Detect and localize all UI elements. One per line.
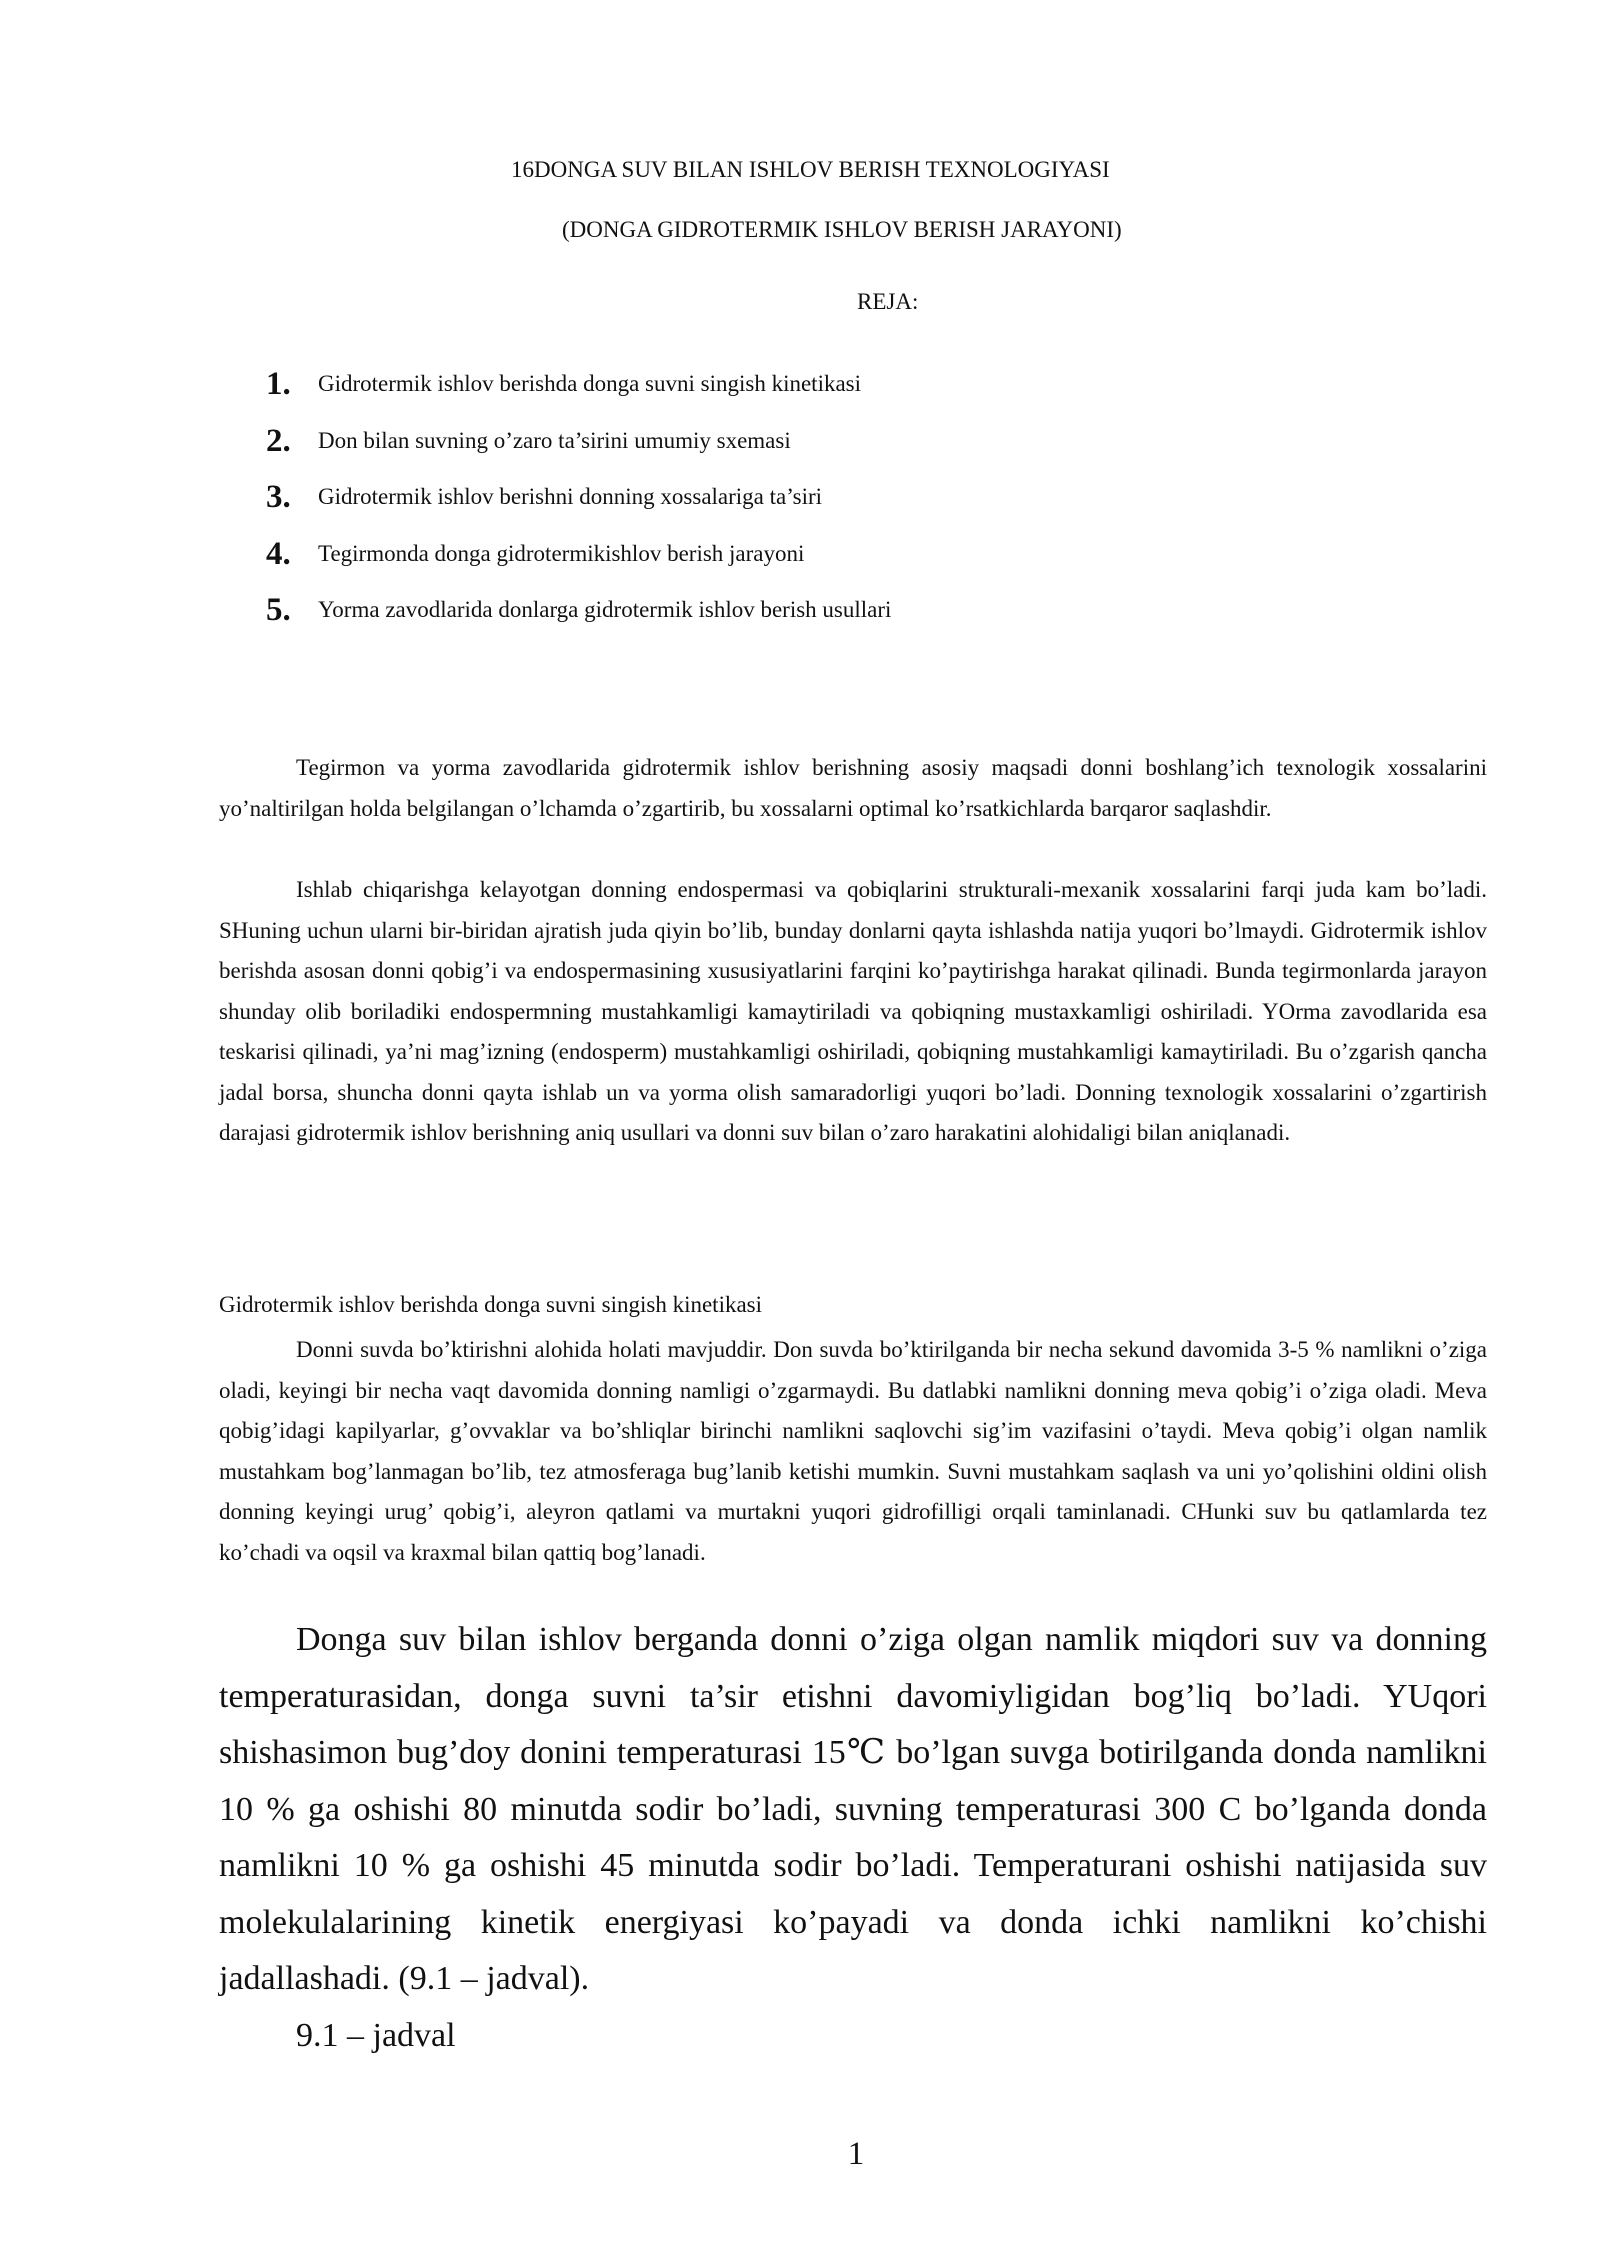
document-title: 16DONGA SUV BILAN ISHLOV BERISH TEXNOLOGIYASI bbox=[511, 157, 1110, 182]
plan-item-text: Don bilan suvning o’zaro ta’sirini umumiy sxemasi bbox=[318, 427, 791, 453]
plan-item-number: 5. bbox=[266, 592, 291, 629]
page-number: 1 bbox=[847, 2136, 865, 2172]
plan-item-text: Gidrotermik ishlov berishni donning xossalariga ta’siri bbox=[318, 484, 823, 510]
plan-item-text: Gidrotermik ishlov berishda donga suvni singish kinetikasi bbox=[318, 371, 862, 397]
plan-item bbox=[266, 356, 1466, 413]
plan-item-number: 1. bbox=[266, 366, 291, 403]
large-body-paragraph: Donga suv bilan ishlov berganda donni o’ziga olgan namlik miqdori suv va donning temperaturasidan, donga suvni ta’sir etishni davomiyligidan bog’liq bo’ladi. YUqori shishasimon bug’doy donini temperaturasi 15℃ bo’lgan suvga botirilganda donda namlikni 10 % ga oshishi 80 minutda sodir bo’ladi, suvning temperaturasi 300 C bo’lganda donda namlikni 10 % ga oshishi 45 minutda sodir bo’ladi. Temperaturani oshishi natijasida suv molekulalarining kinetik energiyasi ko’payadi va donda ichki namlikni ko’chishi jadallashadi. (9.1 – jadval). bbox=[219, 1621, 1487, 1997]
section-heading: Gidrotermik ishlov berishda donga suvni singish kinetikasi bbox=[219, 1292, 763, 1317]
body-paragraph: Donni suvda bo’ktirishni alohida holati mavjuddir. Don suvda bo’ktirilganda bir necha sekund davomida 3-5 % namlikni o’ziga oladi, keyingi bir necha vaqt davomida donning namligi o’zgarmaydi. Bu datlabki namlikni donning meva qobig’i o’ziga oladi. Meva qobig’idagi kapilyarlar, g’ovvaklar va bo’shliqlar birinchi namlikni saqlovchi sig’im vazifasini o’taydi. Meva qobig’i olgan namlik mustahkam bog’lanmagan bo’lib, tez atmosferaga bug’lanib ketishi mumkin. Suvni mustahkam saqlash va uni yo’qolishini oldini olish donning keyingi urug’ qobig’i, aleyron qatlami va murtakni yuqori gidrofilligi orqali taminlanadi. CHunki suv bu qatlamlarda tez ko’chadi va oqsil va kraxmal bilan qattiq bog’lanadi. bbox=[219, 1337, 1487, 1565]
plan-item-number: 2. bbox=[266, 422, 291, 459]
plan-item-text: Tegirmonda donga gidrotermikishlov berish jarayoni bbox=[318, 540, 805, 566]
plan-item-text: Yorma zavodlarida donlarga gidrotermik ishlov berish usullari bbox=[318, 597, 892, 623]
plan-item bbox=[266, 582, 1466, 639]
document-subtitle: (DONGA GIDROTERMIK ISHLOV BERISH JARAYONI) bbox=[562, 217, 1122, 242]
intro-paragraph: Tegirmon va yorma zavodlarida gidrotermik ishlov berishning asosiy maqsadi donni boshlang’ich texnologik xossalarini yo’naltirilgan holda belgilangan o’lchamda o’zgartirib, bu xossalarni optimal ko’rsatkichlarda barqaror saqlashdir. bbox=[219, 755, 1487, 821]
plan-list bbox=[266, 356, 1466, 639]
plan-item-number: 3. bbox=[266, 479, 291, 516]
plan-item-number: 4. bbox=[266, 535, 291, 572]
body-paragraph: Ishlab chiqarishga kelayotgan donning endospermasi va qobiqlarini strukturali-mexanik xossalarini farqi juda kam bo’ladi. SHuning uchun ularni bir-biridan ajratish juda qiyin bo’lib, bunday donlarni qayta ishlashda natija yuqori bo’lmaydi. Gidrotermik ishlov berishda asosan donni qobig’i va endospermasining xususiyatlarini farqini ko’paytirishga harakat qilinadi. Bunda tegirmonlarda jarayon shunday olib boriladiki endospermning mustahkamligi kamaytiriladi va qobiqning mustaxkamligi oshiriladi. YOrma zavodlarida esa teskarisi qilinadi, ya’ni mag’izning (endosperm) mustahkamligi oshiriladi, qobiqning mustahkamligi kamaytiriladi. Bu o’zgarish qancha jadal borsa, shuncha donni qayta ishlab un va yorma olish samaradorligi yuqori bo’ladi. Donning texnologik xossalarini o’zgartirish darajasi gidrotermik ishlov berishning aniq usullari va donni suv bilan o’zaro harakatini alohidaligi bilan aniqlanadi. bbox=[219, 877, 1487, 1145]
table-caption: 9.1 – jadval bbox=[296, 2017, 456, 2054]
plan-heading: REJA: bbox=[857, 289, 919, 314]
plan-item bbox=[266, 413, 1466, 470]
plan-item bbox=[266, 469, 1466, 526]
plan-item bbox=[266, 526, 1466, 583]
